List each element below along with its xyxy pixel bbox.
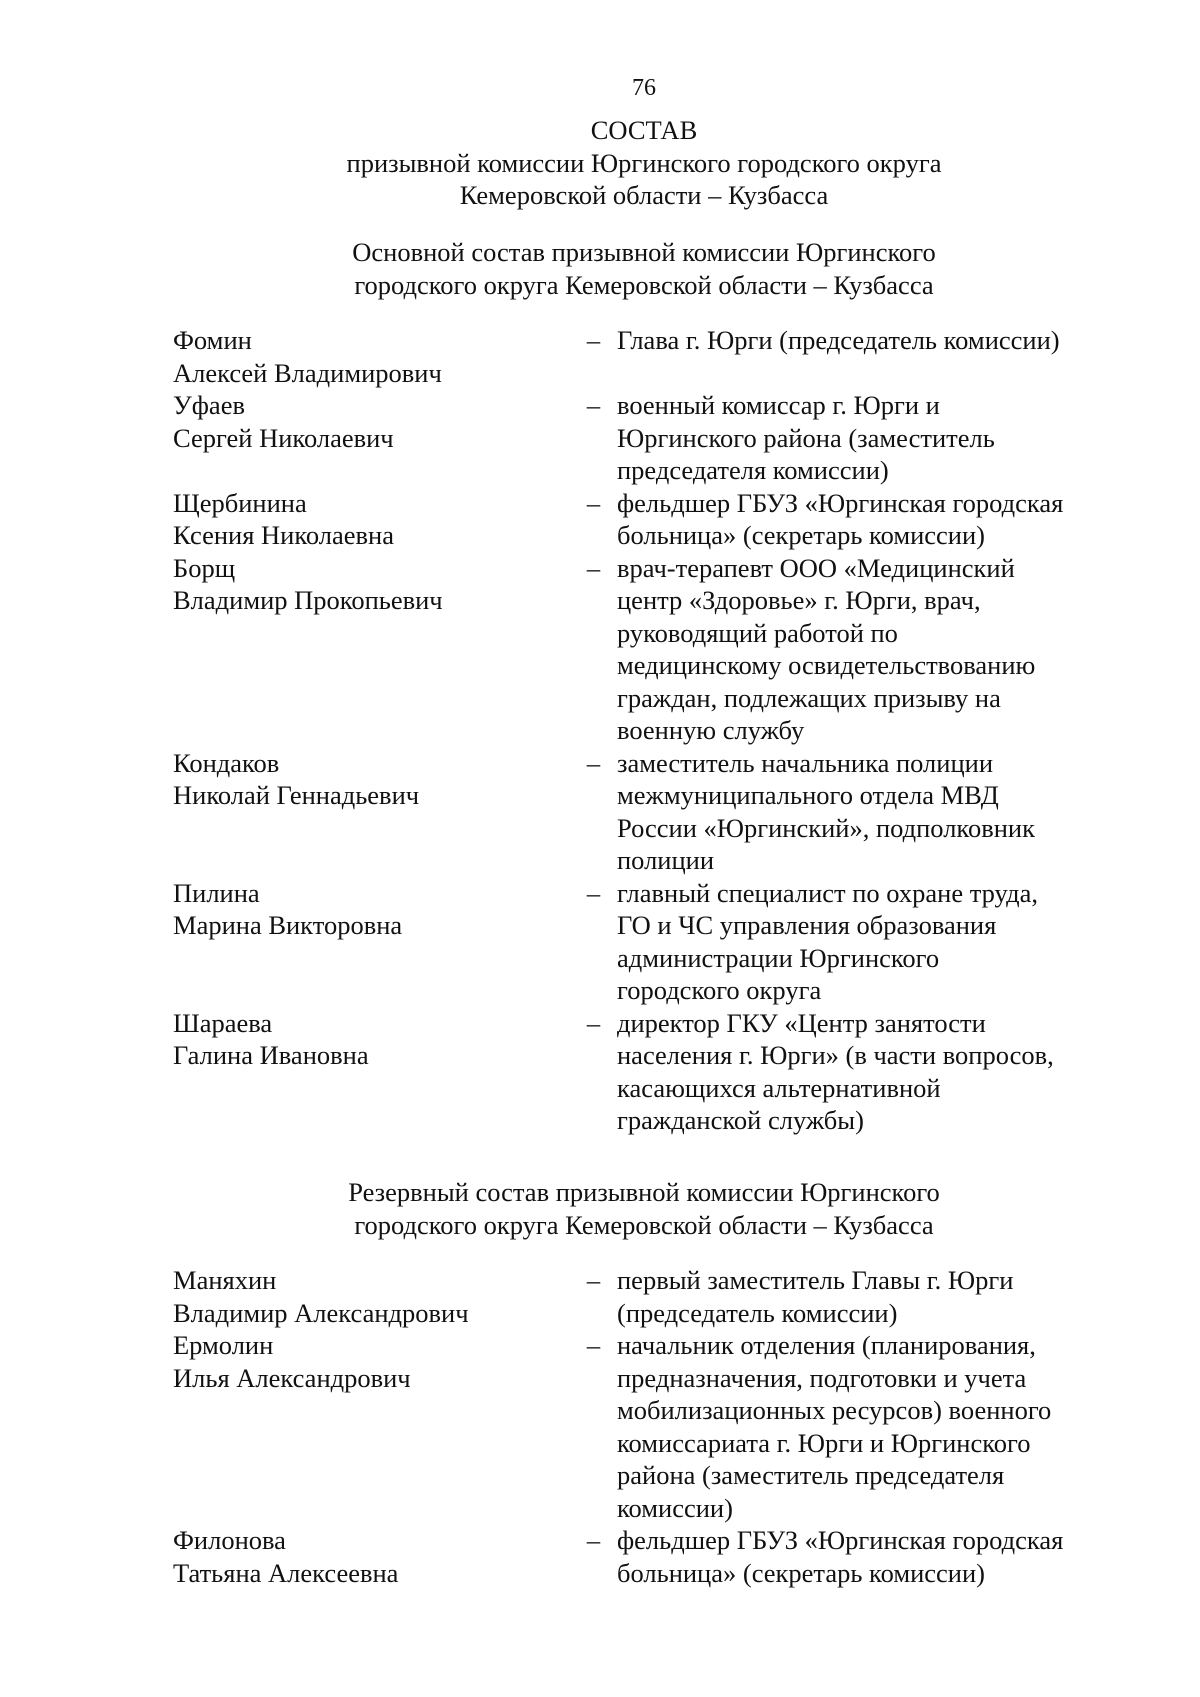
member-role-line: директор ГКУ «Центр занятости	[617, 1007, 986, 1038]
member-role-line: главный специалист по охране труда,	[617, 877, 1038, 908]
member-role-line: касающихся альтернативной	[617, 1072, 941, 1103]
member-given-names: Владимир Александрович	[173, 1297, 469, 1328]
member-role-line: больница» (секретарь комиссии)	[617, 520, 985, 550]
member-given-names: Татьяна Алексеевна	[173, 1557, 399, 1588]
member-role-line: врач-терапевт ООО «Медицинский	[617, 552, 1015, 583]
member-role	[617, 1329, 1117, 1524]
member-role-line: Глава г. Юрги (председатель комиссии)	[617, 325, 1060, 355]
member-role-line: Юргинского района (заместитель	[617, 422, 995, 453]
member-dash: –	[586, 1007, 601, 1038]
member-dash: –	[586, 1525, 601, 1555]
member-role	[617, 747, 1117, 877]
member-role-line: комиссариата г. Юрги и Юргинского	[617, 1427, 1031, 1458]
member-given-names: Николай Геннадьевич	[173, 780, 420, 810]
member-dash: –	[586, 325, 601, 355]
member-role-line: городского округа	[617, 975, 822, 1005]
member-role-line: межмуниципального отдела МВД	[617, 780, 999, 810]
member-name	[173, 1329, 573, 1524]
member-entry	[0, 552, 1200, 747]
heading-line: городского округа Кемеровской области – Кузбасса	[354, 1209, 934, 1240]
member-role-line: руководящий работой по	[617, 617, 898, 648]
member-role-line: первый заместитель Главы г. Юрги	[617, 1265, 1014, 1295]
member-entry	[0, 389, 1200, 487]
member-given-names: Галина Ивановна	[173, 1040, 369, 1070]
member-entry	[0, 1329, 1200, 1524]
member-role-line: военную службу	[617, 715, 805, 745]
member-entry	[0, 1007, 1200, 1137]
member-role-line: гражданской службы)	[617, 1105, 864, 1135]
member-dash: –	[586, 877, 601, 908]
member-given-names: Илья Александрович	[173, 1362, 411, 1393]
member-role-line: граждан, подлежащих призыву на	[617, 682, 1001, 713]
member-entry	[0, 747, 1200, 877]
member-role-line: председателя комиссии)	[617, 455, 889, 485]
member-role-line: фельдшер ГБУЗ «Юргинская городская	[617, 487, 1064, 518]
member-surname: Пилина	[173, 877, 260, 908]
member-role-line: администрации Юргинского	[617, 942, 940, 973]
member-role	[617, 1264, 1117, 1329]
member-dash: –	[586, 552, 601, 583]
member-role-line: комиссии)	[617, 1492, 733, 1523]
member-surname: Маняхин	[173, 1265, 277, 1295]
member-surname: Филонова	[173, 1525, 286, 1555]
title-line: Кемеровской области – Кузбасса	[459, 180, 829, 210]
main-members-list	[0, 324, 1200, 1137]
member-role-line: полиции	[617, 845, 715, 875]
member-name	[173, 324, 573, 389]
member-role-line: военный комиссар г. Юрги и	[617, 390, 940, 420]
heading-line: Резервный состав призывной комиссии Юргинского	[348, 1177, 940, 1207]
member-surname: Кондаков	[173, 747, 280, 778]
member-surname: Щербинина	[173, 487, 307, 518]
member-role-line: ГО и ЧС управления образования	[617, 910, 997, 940]
member-name	[173, 487, 573, 552]
member-surname: Шараева	[173, 1007, 273, 1038]
title-line: призывной комиссии Юргинского городского округа	[346, 147, 942, 178]
member-role-line: России «Юргинский», подполковник	[617, 812, 1035, 843]
member-dash: –	[586, 487, 601, 518]
member-role-line: начальник отделения (планирования,	[617, 1330, 1036, 1360]
member-entry	[0, 877, 1200, 1007]
member-given-names: Ксения Николаевна	[173, 520, 394, 550]
member-role-line: предназначения, подготовки и учета	[617, 1362, 1027, 1393]
member-name	[173, 1007, 573, 1137]
member-name	[173, 747, 573, 877]
heading-line: Основной состав призывной комиссии Юргинского	[352, 237, 936, 267]
document-title	[0, 114, 1200, 212]
member-name	[173, 552, 573, 747]
member-role-line: мобилизационных ресурсов) военного	[617, 1395, 1052, 1425]
member-role	[617, 389, 1117, 487]
title-line: СОСТАВ	[590, 115, 698, 145]
member-name	[173, 1524, 573, 1589]
member-name	[173, 877, 573, 1007]
member-name	[173, 1264, 573, 1329]
member-role-line: фельдшер ГБУЗ «Юргинская городская	[617, 1525, 1064, 1555]
member-name	[173, 389, 573, 487]
member-surname: Уфаев	[173, 390, 245, 420]
member-role-line: заместитель начальника полиции	[617, 747, 993, 778]
member-entry	[0, 1524, 1200, 1589]
page-number: 76	[632, 75, 656, 101]
member-role	[617, 552, 1117, 747]
member-role	[617, 487, 1117, 552]
member-role-line: района (заместитель председателя	[617, 1460, 1005, 1490]
member-dash: –	[586, 1330, 601, 1360]
member-role-line: больница» (секретарь комиссии)	[617, 1557, 985, 1588]
member-role	[617, 1007, 1117, 1137]
member-given-names: Алексей Владимирович	[173, 357, 442, 388]
member-surname: Борщ	[173, 552, 236, 583]
member-role	[617, 1524, 1117, 1589]
member-entry	[0, 487, 1200, 552]
main-section-heading	[0, 236, 1200, 301]
member-entry	[0, 1264, 1200, 1329]
member-surname: Фомин	[173, 325, 252, 355]
member-dash: –	[586, 747, 601, 778]
member-given-names: Владимир Прокопьевич	[173, 585, 443, 615]
heading-line: городского округа Кемеровской области – Кузбасса	[354, 269, 934, 300]
member-entry	[0, 324, 1200, 389]
member-role-line: медицинскому освидетельствованию	[617, 650, 1036, 680]
member-role-line: населения г. Юрги» (в части вопросов,	[617, 1040, 1054, 1070]
member-role-line: центр «Здоровье» г. Юрги, врач,	[617, 585, 981, 615]
reserve-section-heading	[0, 1176, 1200, 1241]
reserve-members-list	[0, 1264, 1200, 1589]
member-given-names: Марина Викторовна	[173, 910, 403, 940]
member-role	[617, 877, 1117, 1007]
member-given-names: Сергей Николаевич	[173, 422, 394, 453]
member-dash: –	[586, 1265, 601, 1295]
member-role	[617, 324, 1117, 389]
member-surname: Ермолин	[173, 1330, 274, 1360]
member-dash: –	[586, 390, 601, 420]
member-role-line: (председатель комиссии)	[617, 1297, 898, 1328]
